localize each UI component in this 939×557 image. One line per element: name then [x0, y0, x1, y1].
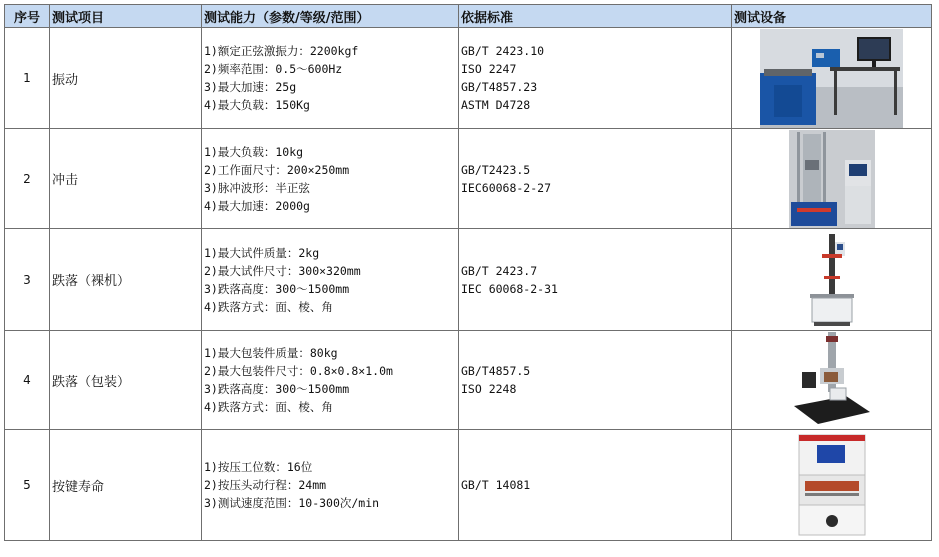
standard-line: GB/T 2423.7 — [461, 263, 538, 278]
row-equipment — [732, 129, 932, 229]
standard-line: GB/T4857.23 — [461, 80, 538, 94]
row-equipment — [732, 331, 932, 430]
row-index: 4 — [5, 331, 50, 430]
capability-line: 2)最大试件尺寸：300×320mm — [204, 263, 361, 278]
standard-line: GB/T2423.5 — [461, 162, 531, 177]
capability-line: 3)跌落高度：300～1500mm — [204, 281, 350, 296]
header-row — [5, 5, 932, 28]
test-capability-table — [4, 4, 932, 541]
capability-line: 3)脉冲波形：半正弦 — [204, 180, 310, 195]
row-equipment — [732, 229, 932, 331]
row-capability — [202, 129, 459, 229]
standard-line: ISO 2248 — [461, 382, 517, 396]
capability-line: 1)最大包装件质量：80kg — [204, 346, 338, 360]
shock-tester-photo — [789, 130, 875, 228]
row-capability — [202, 229, 459, 331]
standard-line: GB/T 2423.10 — [461, 44, 545, 58]
row-item: 跌落（包装） — [50, 331, 202, 430]
vibration-test-system-photo — [760, 29, 903, 128]
row-standard — [459, 28, 732, 129]
capability-line: 1)最大负载：10kg — [204, 144, 304, 159]
standard-line: GB/T4857.5 — [461, 364, 531, 378]
table-row — [5, 129, 932, 229]
table-row — [5, 331, 932, 430]
header-capability: 测试能力（参数/等级/范围） — [202, 5, 459, 28]
capability-line: 1)按压工位数：16位 — [204, 460, 313, 474]
capability-line: 4)最大加速：2000g — [204, 198, 310, 213]
row-equipment — [732, 430, 932, 541]
standard-line: GB/T 14081 — [461, 478, 531, 492]
capability-line: 4)跌落方式：面、棱、角 — [204, 299, 333, 314]
header-index: 序号 — [5, 5, 50, 28]
capability-line: 2)工作面尺寸：200×250mm — [204, 162, 350, 177]
standard-line: IEC 60068-2-31 — [461, 281, 558, 296]
row-index: 2 — [5, 129, 50, 229]
capability-line: 1)额定正弦激振力：2200kgf — [204, 44, 359, 58]
row-index: 1 — [5, 28, 50, 129]
key-life-tester-photo — [795, 433, 869, 537]
row-item: 跌落（裸机） — [50, 229, 202, 331]
capability-line: 2)最大包装件尺寸：0.8×0.8×1.0m — [204, 364, 393, 378]
header-item: 测试项目 — [50, 5, 202, 28]
row-capability — [202, 28, 459, 129]
row-item: 振动 — [50, 28, 202, 129]
row-standard — [459, 430, 732, 541]
row-equipment — [732, 28, 932, 129]
standard-line: IEC60068-2-27 — [461, 180, 552, 195]
package-drop-tester-photo — [790, 332, 874, 428]
capability-line: 2)按压头动行程：24mm — [204, 478, 327, 492]
header-standard: 依据标准 — [459, 5, 732, 28]
capability-line: 4)跌落方式：面、棱、角 — [204, 400, 333, 414]
row-standard — [459, 331, 732, 430]
row-capability — [202, 430, 459, 541]
drop-tester-photo — [804, 232, 860, 328]
standard-line: ISO 2247 — [461, 62, 517, 76]
capability-line: 3)跌落高度：300～1500mm — [204, 382, 350, 396]
row-item: 冲击 — [50, 129, 202, 229]
row-index: 5 — [5, 430, 50, 541]
row-item: 按键寿命 — [50, 430, 202, 541]
capability-line: 3)测试速度范围：10-300次/min — [204, 496, 380, 510]
standard-line: ASTM D4728 — [461, 98, 531, 112]
row-standard — [459, 129, 732, 229]
capability-line: 2)频率范围：0.5～600Hz — [204, 62, 343, 76]
capability-line: 3)最大加速：25g — [204, 80, 297, 94]
row-standard — [459, 229, 732, 331]
row-capability — [202, 331, 459, 430]
row-index: 3 — [5, 229, 50, 331]
header-equipment: 测试设备 — [732, 5, 932, 28]
table-row — [5, 28, 932, 129]
table-row — [5, 430, 932, 541]
capability-line: 1)最大试件质量：2kg — [204, 245, 320, 260]
table-row — [5, 229, 932, 331]
capability-line: 4)最大负载：150Kg — [204, 98, 310, 112]
